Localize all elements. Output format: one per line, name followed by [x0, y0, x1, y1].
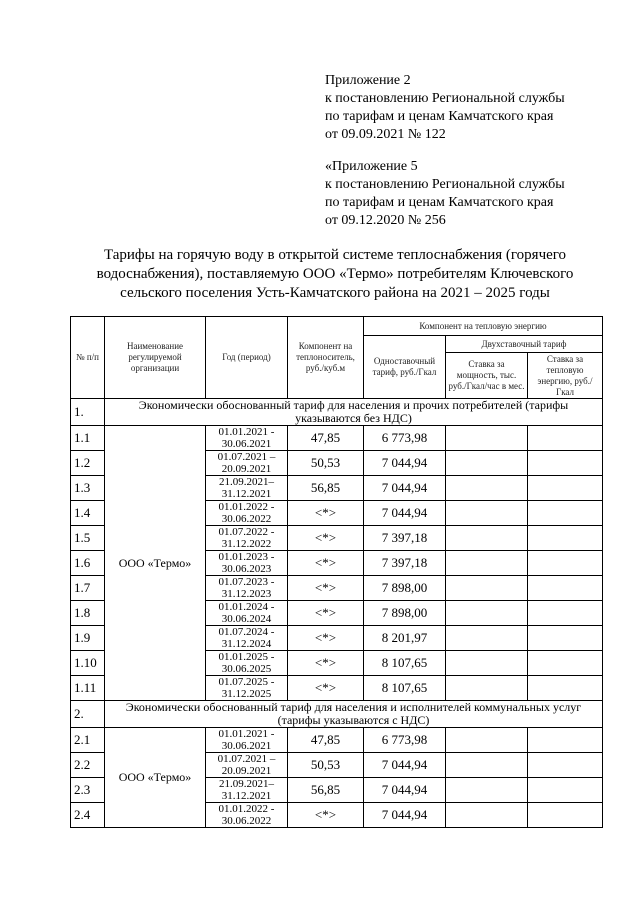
- row-number: 1.7: [71, 576, 105, 601]
- row-number: 1.4: [71, 501, 105, 526]
- single-rate-cell: 7 898,00: [364, 576, 446, 601]
- capacity-rate-cell: [446, 501, 528, 526]
- carrier-component-cell: <*>: [288, 626, 364, 651]
- appendix-5-line-4: от 09.12.2020 № 256: [325, 213, 446, 228]
- capacity-rate-cell: [446, 576, 528, 601]
- carrier-component-cell: <*>: [288, 676, 364, 701]
- capacity-rate-cell: [446, 551, 528, 576]
- carrier-component-cell: 56,85: [288, 778, 364, 803]
- single-rate-cell: 7 044,94: [364, 753, 446, 778]
- appendix-2-header: [325, 72, 625, 144]
- energy-rate-cell: [528, 651, 603, 676]
- capacity-rate-cell: [446, 778, 528, 803]
- row-number: 1.2: [71, 451, 105, 476]
- energy-rate-cell: [528, 476, 603, 501]
- carrier-component-cell: <*>: [288, 601, 364, 626]
- carrier-component-cell: 50,53: [288, 753, 364, 778]
- section-title: Экономически обоснованный тариф для населения и исполнителей коммунальных услуг (тарифы указываются с НДС): [105, 701, 603, 728]
- period-cell: 01.07.2025 - 31.12.2025: [206, 676, 288, 701]
- single-rate-cell: 7 898,00: [364, 601, 446, 626]
- energy-rate-cell: [528, 601, 603, 626]
- period-cell: 01.01.2022 - 30.06.2022: [206, 803, 288, 828]
- carrier-component-cell: 50,53: [288, 451, 364, 476]
- period-cell: 01.01.2024 - 30.06.2024: [206, 601, 288, 626]
- organization-name: ООО «Термо»: [105, 426, 206, 701]
- period-cell: 21.09.2021– 31.12.2021: [206, 778, 288, 803]
- single-rate-cell: 7 397,18: [364, 526, 446, 551]
- single-rate-cell: 7 044,94: [364, 451, 446, 476]
- header-num: № п/п: [71, 317, 105, 399]
- appendix-2-line-3: по тарифам и ценам Камчатского края: [325, 109, 554, 124]
- period-cell: 01.01.2022 - 30.06.2022: [206, 501, 288, 526]
- energy-rate-cell: [528, 426, 603, 451]
- period-cell: 01.07.2024 - 31.12.2024: [206, 626, 288, 651]
- single-rate-cell: 8 107,65: [364, 676, 446, 701]
- period-cell: 21.09.2021– 31.12.2021: [206, 476, 288, 501]
- single-rate-cell: 7 397,18: [364, 551, 446, 576]
- carrier-component-cell: <*>: [288, 526, 364, 551]
- row-number: 1.8: [71, 601, 105, 626]
- title-line-3: сельского поселения Усть-Камчатского района на 2021 – 2025 годы: [120, 285, 550, 301]
- row-number: 2.4: [71, 803, 105, 828]
- period-cell: 01.01.2023 - 30.06.2023: [206, 551, 288, 576]
- energy-rate-cell: [528, 626, 603, 651]
- energy-rate-cell: [528, 576, 603, 601]
- capacity-rate-cell: [446, 601, 528, 626]
- title-line-2: водоснабжения), поставляемую ООО «Термо» потребителям Ключевского: [96, 266, 574, 282]
- energy-rate-cell: [528, 501, 603, 526]
- title-line-1: Тарифы на горячую воду в открытой системе теплоснабжения (горячего: [103, 247, 567, 263]
- single-rate-cell: 6 773,98: [364, 426, 446, 451]
- single-rate-cell: 6 773,98: [364, 728, 446, 753]
- appendix-5-line-3: по тарифам и ценам Камчатского края: [325, 195, 554, 210]
- capacity-rate-cell: [446, 651, 528, 676]
- row-number: 2.2: [71, 753, 105, 778]
- energy-rate-cell: [528, 803, 603, 828]
- header-two-rate-group: Двухставочный тариф: [446, 336, 603, 353]
- section-header-row: [71, 399, 603, 426]
- energy-rate-cell: [528, 778, 603, 803]
- row-number: 1.9: [71, 626, 105, 651]
- header-carrier: Компонент на теплоноситель, руб./куб.м: [288, 317, 364, 399]
- energy-rate-cell: [528, 676, 603, 701]
- row-number: 1.3: [71, 476, 105, 501]
- row-number: 1.5: [71, 526, 105, 551]
- section-title: Экономически обоснованный тариф для населения и прочих потребителей (тарифы указываются без НДС): [105, 399, 603, 426]
- document-title: [64, 246, 606, 303]
- period-cell: 01.07.2023 - 31.12.2023: [206, 576, 288, 601]
- single-rate-cell: 8 107,65: [364, 651, 446, 676]
- organization-name: ООО «Термо»: [105, 728, 206, 828]
- appendix-2-line-4: от 09.09.2021 № 122: [325, 127, 446, 142]
- capacity-rate-cell: [446, 451, 528, 476]
- energy-rate-cell: [528, 728, 603, 753]
- period-cell: 01.01.2021 - 30.06.2021: [206, 728, 288, 753]
- carrier-component-cell: 47,85: [288, 426, 364, 451]
- single-rate-cell: 7 044,94: [364, 476, 446, 501]
- capacity-rate-cell: [446, 476, 528, 501]
- carrier-component-cell: <*>: [288, 651, 364, 676]
- row-number: 1.1: [71, 426, 105, 451]
- capacity-rate-cell: [446, 803, 528, 828]
- capacity-rate-cell: [446, 526, 528, 551]
- single-rate-cell: 7 044,94: [364, 803, 446, 828]
- carrier-component-cell: <*>: [288, 551, 364, 576]
- capacity-rate-cell: [446, 753, 528, 778]
- table-row: [71, 426, 603, 451]
- tariff-table: [70, 316, 603, 828]
- appendix-5-header: [325, 158, 625, 230]
- header-org: Наименование регулируемой организации: [105, 317, 206, 399]
- energy-rate-cell: [528, 526, 603, 551]
- header-capacity-rate: Ставка за мощность, тыс. руб./Гкал/час в мес.: [446, 353, 528, 399]
- carrier-component-cell: <*>: [288, 803, 364, 828]
- energy-rate-cell: [528, 451, 603, 476]
- carrier-component-cell: 47,85: [288, 728, 364, 753]
- row-number: 1.11: [71, 676, 105, 701]
- section-number: 1.: [71, 399, 105, 426]
- carrier-component-cell: <*>: [288, 576, 364, 601]
- appendix-2-line-1: Приложение 2: [325, 73, 411, 88]
- row-number: 1.10: [71, 651, 105, 676]
- energy-rate-cell: [528, 551, 603, 576]
- table-row: [71, 728, 603, 753]
- appendix-2-line-2: к постановлению Региональной службы: [325, 91, 565, 106]
- capacity-rate-cell: [446, 676, 528, 701]
- row-number: 2.1: [71, 728, 105, 753]
- capacity-rate-cell: [446, 426, 528, 451]
- appendix-5-line-1: «Приложение 5: [325, 159, 418, 174]
- tariff-table-body: [71, 399, 603, 828]
- appendix-5-line-2: к постановлению Региональной службы: [325, 177, 565, 192]
- section-header-row: [71, 701, 603, 728]
- period-cell: 01.07.2021 – 20.09.2021: [206, 451, 288, 476]
- capacity-rate-cell: [446, 728, 528, 753]
- header-single-rate: Одноставочный тариф, руб./Гкал: [364, 336, 446, 399]
- period-cell: 01.07.2022 - 31.12.2022: [206, 526, 288, 551]
- period-cell: 01.07.2021 – 20.09.2021: [206, 753, 288, 778]
- period-cell: 01.01.2021 - 30.06.2021: [206, 426, 288, 451]
- energy-rate-cell: [528, 753, 603, 778]
- row-number: 2.3: [71, 778, 105, 803]
- header-period: Год (период): [206, 317, 288, 399]
- header-energy-rate: Ставка за тепловую энергию, руб./Гкал: [528, 353, 603, 399]
- header-energy-group: Компонент на тепловую энергию: [364, 317, 603, 336]
- capacity-rate-cell: [446, 626, 528, 651]
- carrier-component-cell: 56,85: [288, 476, 364, 501]
- single-rate-cell: 7 044,94: [364, 501, 446, 526]
- section-number: 2.: [71, 701, 105, 728]
- single-rate-cell: 8 201,97: [364, 626, 446, 651]
- period-cell: 01.01.2025 - 30.06.2025: [206, 651, 288, 676]
- carrier-component-cell: <*>: [288, 501, 364, 526]
- row-number: 1.6: [71, 551, 105, 576]
- single-rate-cell: 7 044,94: [364, 778, 446, 803]
